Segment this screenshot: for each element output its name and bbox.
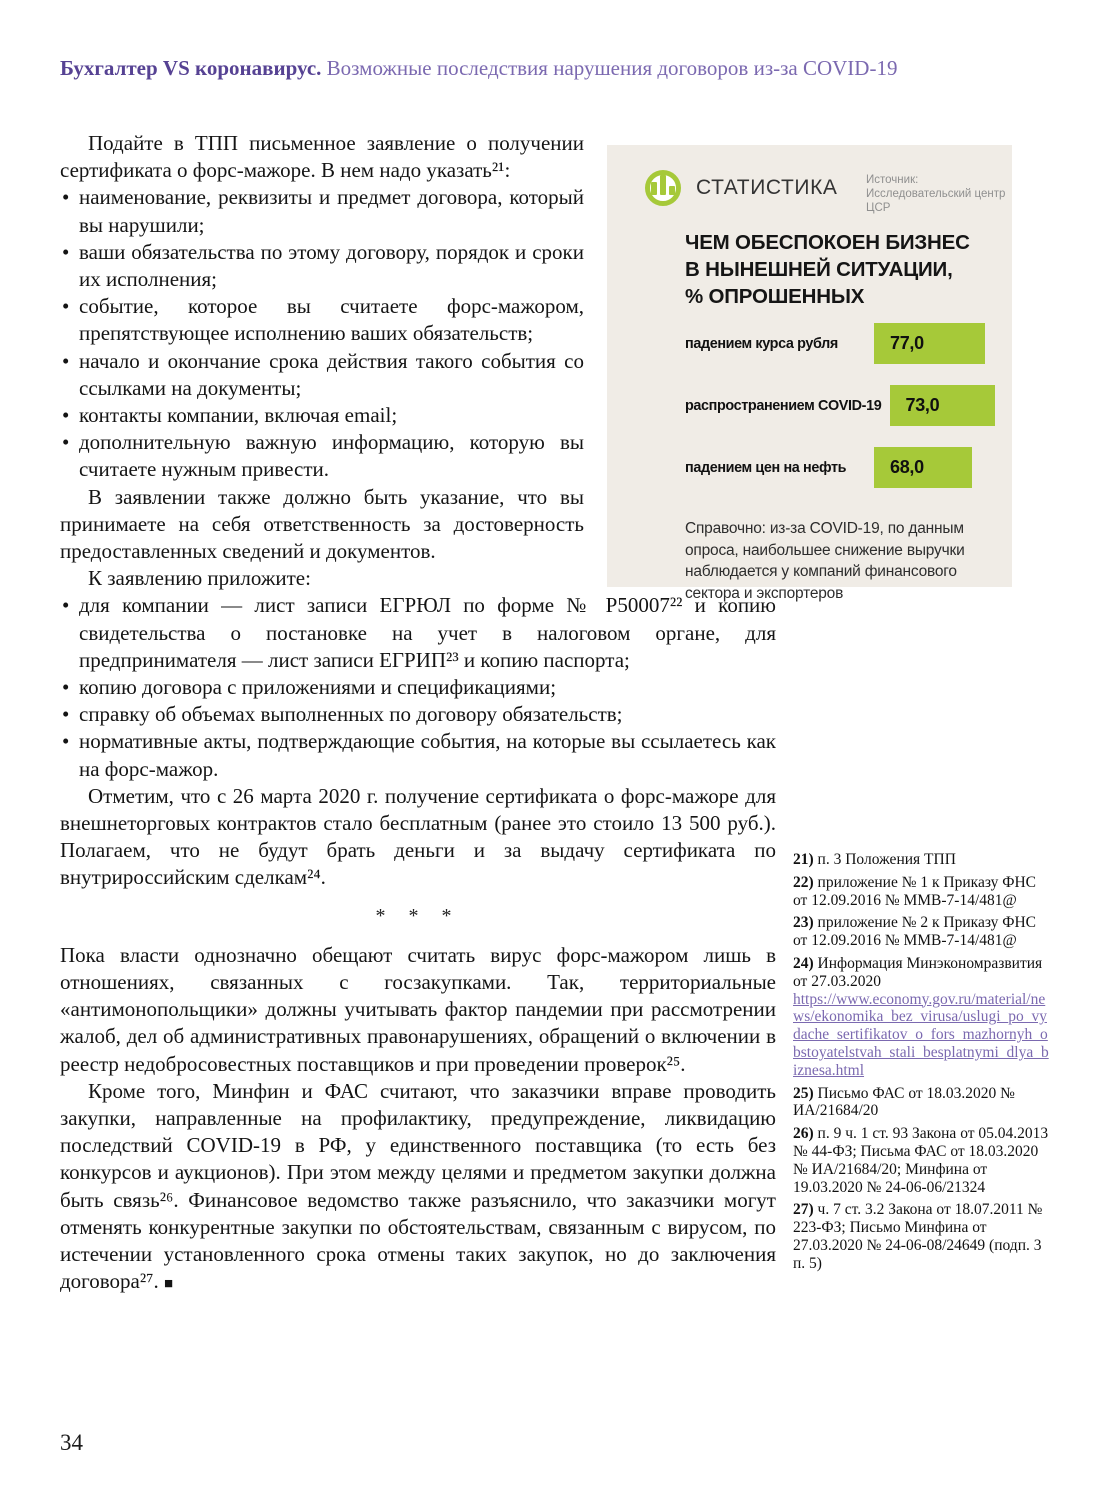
stats-source	[866, 173, 1008, 215]
statistics-box	[607, 145, 1012, 602]
end-of-article-mark: ■	[164, 1275, 174, 1293]
bullet-item: • для компании — лист записи ЕГРЮЛ по форме № Р50007²² и копию свидетельства о постановке на учет в налоговом органе, для предпринимателя — лист записи ЕГРИП²³ и копию паспорта;	[60, 592, 776, 674]
footnote-text: п. 3 Положения ТПП	[817, 851, 956, 868]
paragraph-note-free: Отметим, что с 26 марта 2020 г. получение сертификата о форс-мажоре для внешнеторговых контрактов стало бесплатным (ранее это стоило 13 500 руб.). Полагаем, что не будут брать деньги и за выдачу сертификата по внутрироссийским сделкам²⁴.	[60, 783, 776, 890]
paragraph-statement: В заявлении также должно быть указание, что вы принимаете на себя ответственность за достоверность предоставленных сведений и документов.	[60, 484, 584, 564]
horizontal-bar-chart	[685, 323, 995, 509]
bullet-item: • дополнительную важную информацию, которую вы считаете нужным привести.	[60, 429, 584, 483]
bar-value-label: 68,0	[890, 457, 924, 477]
bullet-item: • копию договора с приложениями и спецификациями;	[60, 674, 776, 701]
bar-chart-icon-bar	[660, 175, 666, 195]
footnotes-column	[793, 851, 1049, 1278]
footnote-number: 24)	[793, 954, 814, 972]
footnote-text: ч. 7 ст. 3.2 Закона от 18.07.2011 № 223-ФЗ; Письмо Минфина от 27.03.2020 № 24-06-08/24649 (подп. 3 п. 5)	[793, 1201, 1043, 1272]
footnote	[793, 851, 1049, 869]
bar-row	[685, 385, 995, 426]
footnote-text: Информация Минэкономразвития от 27.03.2020	[793, 954, 1043, 990]
footnote-number: 26)	[793, 1125, 814, 1143]
stats-box-label: СТАТИСТИКА	[696, 176, 838, 199]
bar-category-label: падением цен на нефть	[685, 459, 847, 476]
bar	[890, 385, 995, 426]
footnote	[793, 874, 1049, 910]
bullet-item: • нормативные акты, подтверждающие события, на которые вы ссылаетесь как на форс-мажор.	[60, 728, 776, 782]
footnote	[793, 914, 1049, 950]
paragraph-authorities: Пока власти однозначно обещают считать вирус форс-мажором лишь в отношениях, связанных с госзакупками. Так, территориальные «антимонопольщики» должны учитывать фактор пандемии при рассмотрении жалоб, дел об административных правонарушениях, обращений о включении в реестр недобросовестных поставщиков и при проведении проверок²⁵.	[60, 942, 776, 1076]
stats-reference-note: Справочно: из-за COVID-19, по данным опроса, наибольшее снижение выручки наблюдается у компаний финансового сектора и экспортеров	[685, 520, 965, 602]
paragraph-attach-lead: К заявлению приложите:	[88, 566, 311, 591]
bullet-list-application-items	[60, 184, 584, 483]
bullet-item: • ваши обязательства по этому договору, порядок и сроки их исполнения;	[60, 239, 584, 293]
bullet-item: • событие, которое вы считаете форс-мажором, препятствующее исполнению ваших обязательств;	[60, 293, 584, 347]
bullet-item: • наименование, реквизиты и предмет договора, который вы нарушили;	[60, 184, 584, 238]
chart-title-line: В НЫНЕШНЕЙ СИТУАЦИИ,	[685, 258, 953, 281]
bar	[874, 323, 985, 364]
running-header-title: Бухгалтер VS коронавирус.	[60, 56, 322, 80]
footnote-number: 22)	[793, 873, 814, 891]
footnote-text: п. 9 ч. 1 ст. 93 Закона от 05.04.2013 № 44-ФЗ; Письма ФАС от 18.03.2020 № ИА/21684/20; Минфина от 19.03.2020 № 24-06-06/21324	[793, 1125, 1049, 1196]
chart-title	[685, 229, 970, 310]
footnote	[793, 1125, 1049, 1196]
chart-title-line: ЧЕМ ОБЕСПОКОЕН БИЗНЕС	[685, 231, 970, 254]
bar-value-label: 73,0	[905, 395, 940, 415]
paragraph-final	[60, 1078, 776, 1298]
article-column-narrow	[60, 130, 584, 565]
footnote-link[interactable]: https://www.economy.gov.ru/material/news/ekonomika_bez_virusa/uslugi_po_vydache_sertifikatov_o_fors_mazhornyh_obstoyatelstvah_stali_besplatnymi_dlya_biznesa.html	[793, 990, 1049, 1079]
article-column-wide	[60, 565, 776, 1297]
section-separator: * * *	[375, 904, 461, 927]
bullet-item: • начало и окончание срока действия такого события со ссылками на документы;	[60, 348, 584, 402]
footnote	[793, 955, 1049, 1080]
footnote-number: 27)	[793, 1201, 814, 1219]
stats-source-line: Источник:	[866, 174, 919, 186]
chart-title-line: % ОПРОШЕННЫХ	[685, 285, 865, 308]
footnote-number: 21)	[793, 851, 814, 868]
bar-row	[685, 447, 995, 488]
footnote-text: приложение № 1 к Приказу ФНС от 12.09.2016 № ММВ-7-14/481@	[793, 873, 1037, 909]
bar-value-label: 77,0	[890, 333, 924, 353]
bar-category-label: распространением COVID-19	[685, 397, 882, 414]
stats-source-line: Исследовательский центр	[866, 188, 1006, 200]
bar-category-label: падением курса рубля	[685, 335, 838, 352]
stats-source-line: ЦСР	[866, 202, 891, 214]
footnote-number: 25)	[793, 1084, 814, 1102]
footnote-number: 23)	[793, 914, 814, 932]
footnote-text: приложение № 2 к Приказу ФНС от 12.09.2016 № ММВ-7-14/481@	[793, 914, 1037, 950]
bullet-item: • контакты компании, включая email;	[60, 402, 584, 429]
footnote	[793, 1085, 1049, 1121]
bullet-item: • справку об объемах выполненных по договору обязательств;	[60, 701, 776, 728]
paragraph-final-text: Кроме того, Минфин и ФАС считают, что заказчики вправе проводить закупки, направленные на профилактику, предупреждение, ликвидацию последствий COVID-19 в РФ, у единственного поставщика (то есть без конкурсов и аукционов). При этом между целями и предметом закупки должна быть связь²⁶. Финансовое ведомство также разъяснило, что заказчики могут отменять конкурентные закупки по обстоятельствам, связанным с вирусом, по истечении установленного срока отмены таких закупок, но до заключения договора²⁷.	[60, 1078, 776, 1294]
footnote	[793, 1201, 1049, 1272]
page-number: 34	[60, 1430, 83, 1455]
bullet-list-attachments	[60, 592, 776, 782]
bar	[874, 447, 972, 488]
footnote-text: Письмо ФАС от 18.03.2020 № ИА/21684/20	[793, 1084, 1015, 1120]
bar-chart-icon-bar	[651, 182, 657, 195]
bar-row	[685, 323, 995, 364]
bar-chart-icon-bar	[669, 186, 675, 195]
bar-chart-icon	[645, 170, 681, 206]
paragraph-intro: Подайте в ТПП письменное заявление о получении сертификата о форс-мажоре. В нем надо указать²¹:	[60, 131, 584, 183]
running-header	[60, 55, 897, 81]
running-header-subtitle: Возможные последствия нарушения договоров из-за COVID-19	[321, 56, 898, 80]
statistics-box-header	[645, 170, 838, 206]
